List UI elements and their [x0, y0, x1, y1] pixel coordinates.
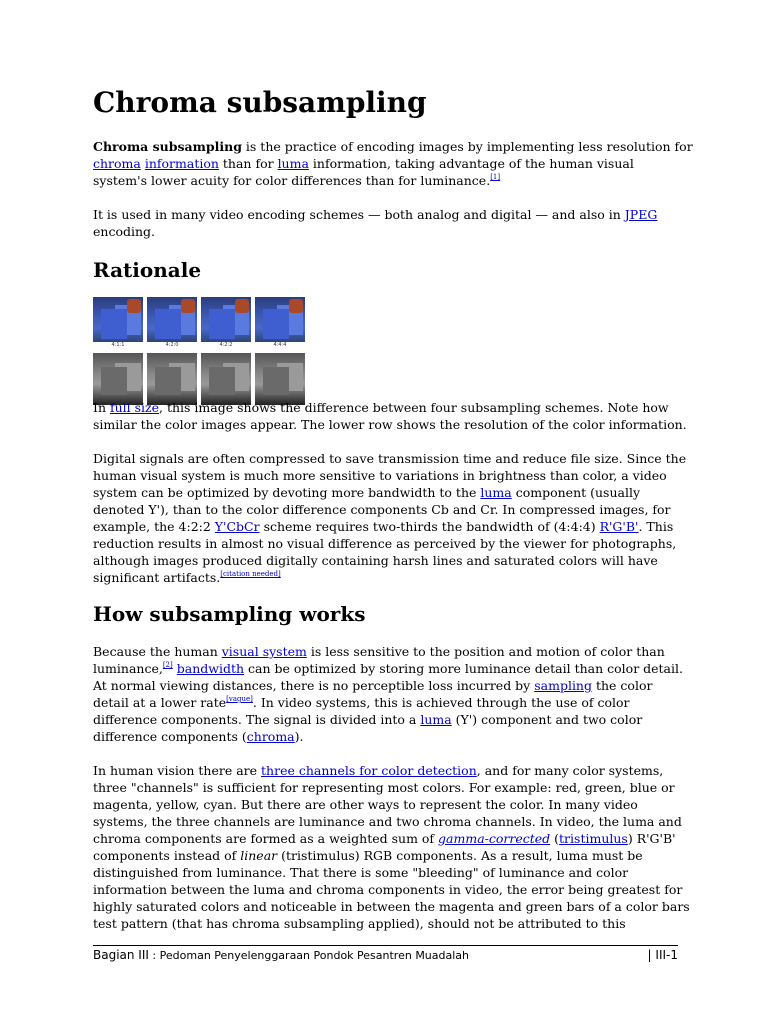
footer-title: Pedoman Penyelenggaraan Pondok Pesantren Muadalah [159, 949, 470, 962]
link-ycbcr[interactable]: Y'CbCr [214, 519, 260, 534]
ref-vague[interactable]: [vague] [226, 695, 253, 703]
emphasis-linear: linear [240, 848, 278, 863]
link-visual-system[interactable]: visual system [221, 644, 307, 659]
how-paragraph-2: In human vision there are three channels for color detection, and for many color systems, three "channels" is sufficient for representing most colors. For example: red, green, blue or magenta, yellow, cyan. But there are other ways to represent the color. In many video systems, the three channels are luminance and two chroma channels. In video, the luma and chroma components are formed as a weighted sum of gamma-corrected (tristimulus) R'G'B' components instead of linear (tristimulus) RGB components. As a result, luma must be distinguished from luminance. That there is some "bleeding" of luminance and color information between the luma and chroma components in video, the error being greatest for highly saturated colors and noticeable in between the magenta and green bars of a color bars test pattern (that has chroma subsampling applied), should not be attributed to this [93, 763, 690, 931]
link-luma[interactable]: luma [277, 156, 309, 171]
link-rgb[interactable]: R'G'B' [599, 519, 639, 534]
link-chroma-2[interactable]: chroma [246, 729, 295, 744]
thumb-gray-411 [93, 353, 143, 405]
thumb-color-420: 4:2:0 [147, 297, 197, 349]
footer-rule [93, 945, 678, 946]
page-footer: Bagian III : Pedoman Penyelenggaraan Pondok Pesantren Muadalah | III-1 [93, 948, 678, 962]
thumb-gray-444 [255, 353, 305, 405]
jpeg-paragraph: It is used in many video encoding schemes — both analog and digital — and also in JPEG encoding. [93, 207, 658, 239]
rationale-paragraph: Digital signals are often compressed to save transmission time and reduce file size. Since the human visual system is much more sensitive to variations in brightness than color, a video system can be optimized by devoting more bandwidth to the luma component (usually denoted Y'), than to the color difference components Cb and Cr. In compressed images, for example, the 4:2:2 Y'CbCr scheme requires two-thirds the bandwidth of (4:4:4) R'G'B'. This reduction results in almost no visual difference as perceived by the viewer for photographs, although images produced digitally containing harsh lines and saturated colors will have significant artifacts.[citation needed] [93, 451, 687, 585]
how-paragraph-1: Because the human visual system is less sensitive to the position and motion of color than luminance,[2] bandwidth can be optimized by storing more luminance detail than color detail. At normal viewing distances, there is no perceptible loss incurred by sampling the color detail at a lower rate[vague]. In video systems, this is achieved through the use of color difference components. The signal is divided into a luma (Y') component and two color difference components (chroma). [93, 644, 683, 744]
link-tristimulus[interactable]: tristimulus [559, 831, 628, 846]
link-chroma[interactable]: chroma [93, 156, 141, 171]
page-title: Chroma subsampling [93, 86, 427, 119]
image-caption: In full size, this image shows the difference between four subsampling schemes. Note how similar the color images appear. The lower row shows the resolution of the color information. [93, 400, 687, 432]
link-jpeg[interactable]: JPEG [624, 207, 658, 222]
thumb-color-422: 4:2:2 [201, 297, 251, 349]
footer-page-number: | III-1 [647, 948, 678, 962]
thumb-color-411: 4:1:1 [93, 297, 143, 349]
link-bandwidth[interactable]: bandwidth [176, 661, 245, 676]
intro-paragraph: Chroma subsampling is the practice of encoding images by implementing less resolution for chroma information than for luma information, taking advantage of the human visual system's lower acuity for color differences than for luminance.[1] [93, 139, 693, 188]
section-heading-rationale: Rationale [93, 258, 202, 282]
ref-2[interactable]: [2] [162, 661, 173, 669]
section-heading-how: How subsampling works [93, 602, 366, 626]
link-three-channels[interactable]: three channels for color detection [261, 763, 477, 778]
link-information[interactable]: information [144, 156, 219, 171]
link-luma-3[interactable]: luma [420, 712, 452, 727]
footer-bagian: Bagian III [93, 948, 149, 962]
thumb-gray-422 [201, 353, 251, 405]
ref-citation-needed[interactable]: [citation needed] [220, 570, 281, 578]
ref-1[interactable]: [1] [490, 173, 501, 181]
thumb-gray-420 [147, 353, 197, 405]
thumb-color-444: 4:4:4 [255, 297, 305, 349]
link-sampling[interactable]: sampling [534, 678, 592, 693]
link-gamma-corrected[interactable]: gamma-corrected [438, 831, 551, 846]
term-bold: Chroma subsampling [93, 139, 242, 154]
subsampling-comparison-image[interactable] [93, 297, 308, 405]
link-full-size[interactable]: full size [109, 400, 160, 415]
link-luma-2[interactable]: luma [480, 485, 512, 500]
